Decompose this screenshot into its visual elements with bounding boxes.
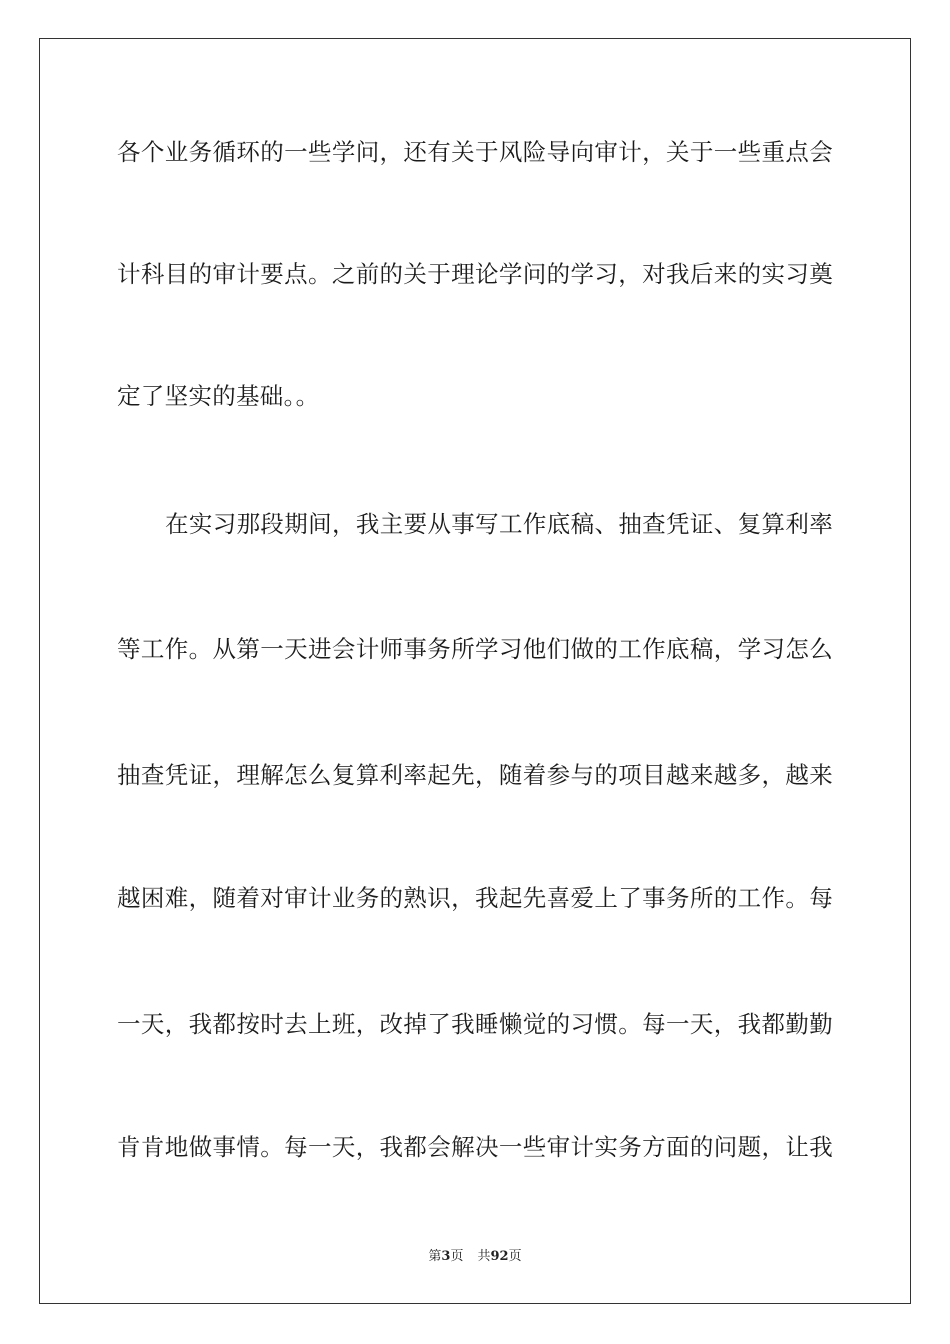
page-footer [0, 1248, 950, 1266]
total-pages: 92 [490, 1249, 509, 1264]
page-suffix: 页 [450, 1249, 464, 1264]
text-line-3: 定了坚实的基础。。 [117, 382, 320, 410]
text-line-5: 等工作。从第一天进会计师事务所学习他们做的工作底稿，学习怎么 [117, 635, 833, 663]
text-line-9: 肯肯地做事情。每一天，我都会解决一些审计实务方面的问题，让我 [117, 1133, 833, 1161]
page-border [39, 38, 911, 1304]
text-line-7: 越困难，随着对审计业务的熟识，我起先喜爱上了事务所的工作。每 [117, 884, 833, 912]
text-line-6: 抽查凭证，理解怎么复算利率起先，随着参与的项目越来越多，越来 [117, 761, 833, 789]
text-line-8: 一天，我都按时去上班，改掉了我睡懒觉的习惯。每一天，我都勤勤 [117, 1010, 833, 1038]
total-prefix: 共 [477, 1249, 491, 1264]
page-number: 3 [441, 1249, 451, 1264]
text-line-1: 各个业务循环的一些学问，还有关于风险导向审计，关于一些重点会 [117, 138, 833, 166]
total-suffix: 页 [508, 1249, 522, 1264]
paragraph-start-line: 在实习那段期间，我主要从事写工作底稿、抽查凭证、复算利率 [165, 510, 833, 538]
page-prefix: 第 [428, 1249, 442, 1264]
text-line-2: 计科目的审计要点。之前的关于理论学问的学习，对我后来的实习奠 [117, 260, 833, 288]
